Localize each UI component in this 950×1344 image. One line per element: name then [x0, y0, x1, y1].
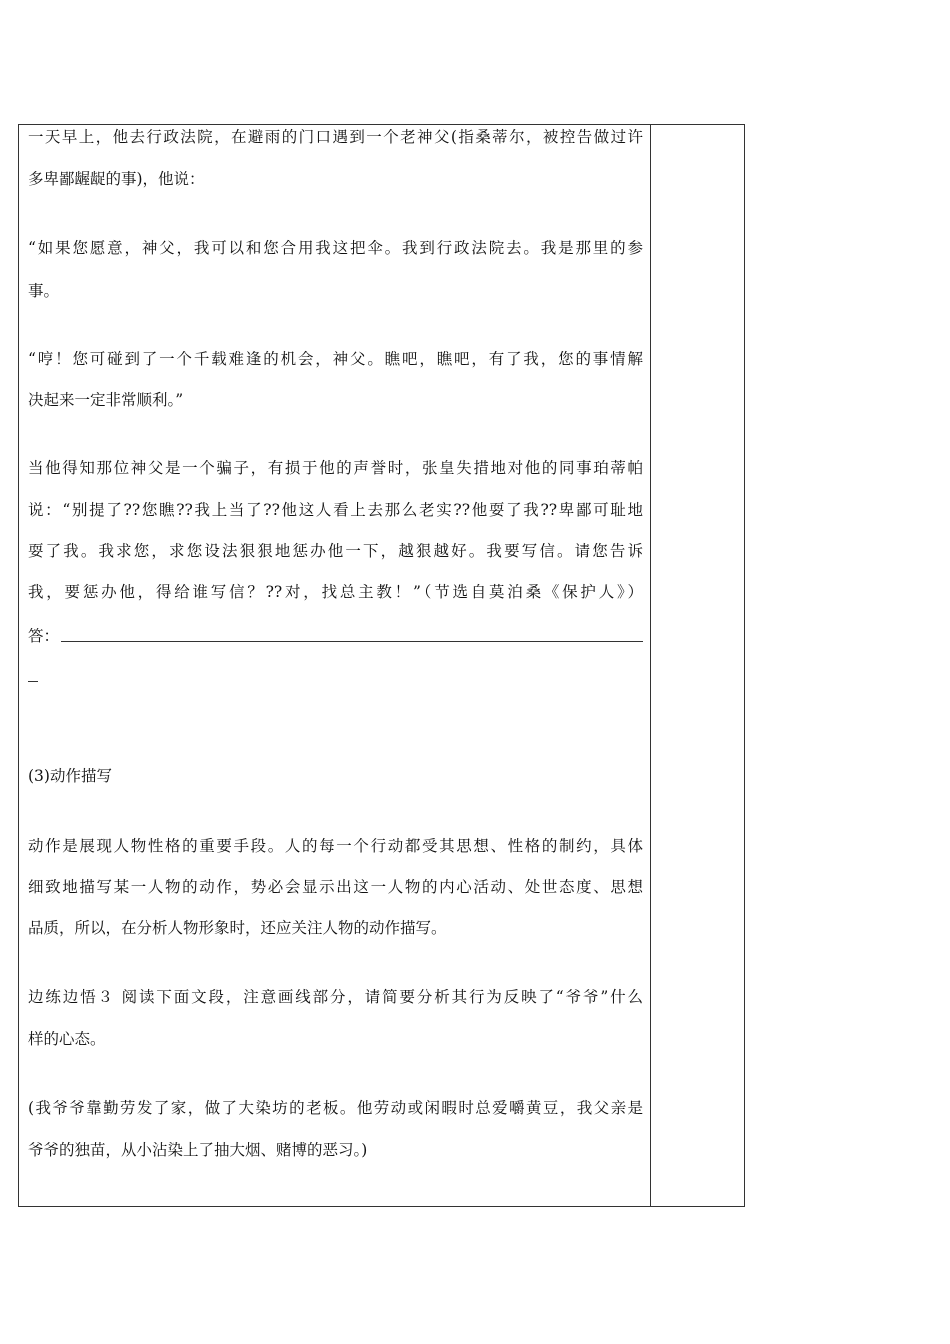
paragraph-line: 耍了我。我求您，求您设法狠狠地惩办他一下，越狠越好。我要写信。请您告诉	[28, 542, 643, 560]
paragraph-line: 事。	[28, 282, 60, 300]
paragraph-line: 动作是展现人物性格的重要手段。人的每一个行动都受其思想、性格的制约，具体	[28, 837, 643, 855]
paragraph-line: 当他得知那位神父是一个骗子，有损于他的声誉时，张皇失措地对他的同事珀蒂帕	[28, 459, 643, 477]
paragraph-line: 细致地描写某一人物的动作，势必会显示出这一人物的内心活动、处世态度、思想	[28, 878, 643, 896]
exercise-line: 边练边悟３ 阅读下面文段，注意画线部分，请简要分析其行为反映了“爷爷”什么	[28, 988, 643, 1006]
paragraph-line: 我，要惩办他，得给谁写信？??对，找总主教！”（节选自莫泊桑《保护人》）	[28, 583, 643, 601]
paragraph-line: “哼！您可碰到了一个千载难逢的机会，神父。瞧吧，瞧吧，有了我，您的事情解	[28, 350, 643, 368]
answer-label: 答：	[28, 627, 60, 645]
excerpt-line: (我爷爷靠勤劳发了家，做了大染坊的老板。他劳动或闲暇时总爱嚼黄豆，我父亲是	[28, 1099, 643, 1117]
paragraph-line: 品质，所以，在分析人物形象时，还应关注人物的动作描写。	[28, 919, 447, 937]
section-heading: (3)动作描写	[28, 767, 112, 785]
paragraph-line: 多卑鄙龌龊的事)，他说：	[28, 170, 205, 188]
answer-blank-line-continuation	[28, 681, 38, 682]
paragraph-line: 一天早上，他去行政法院，在避雨的门口遇到一个老神父(指桑蒂尔，被控告做过许	[28, 128, 643, 146]
answer-field[interactable]	[28, 624, 643, 646]
paragraph-line: 说：“别提了??您瞧??我上当了??他这人看上去那么老实??他耍了我??卑鄙可耻地	[28, 501, 643, 519]
answer-blank-line	[61, 641, 643, 642]
exercise-line: 样的心态。	[28, 1030, 106, 1048]
excerpt-line: 爷爷的独苗，从小沾染上了抽大烟、赌博的恶习。)	[28, 1141, 368, 1159]
paragraph-line: “如果您愿意，神父，我可以和您合用我这把伞。我到行政法院去。我是那里的参	[28, 239, 643, 257]
table-column-divider	[650, 124, 651, 1207]
paragraph-line: 决起来一定非常顺利。”	[28, 391, 184, 409]
